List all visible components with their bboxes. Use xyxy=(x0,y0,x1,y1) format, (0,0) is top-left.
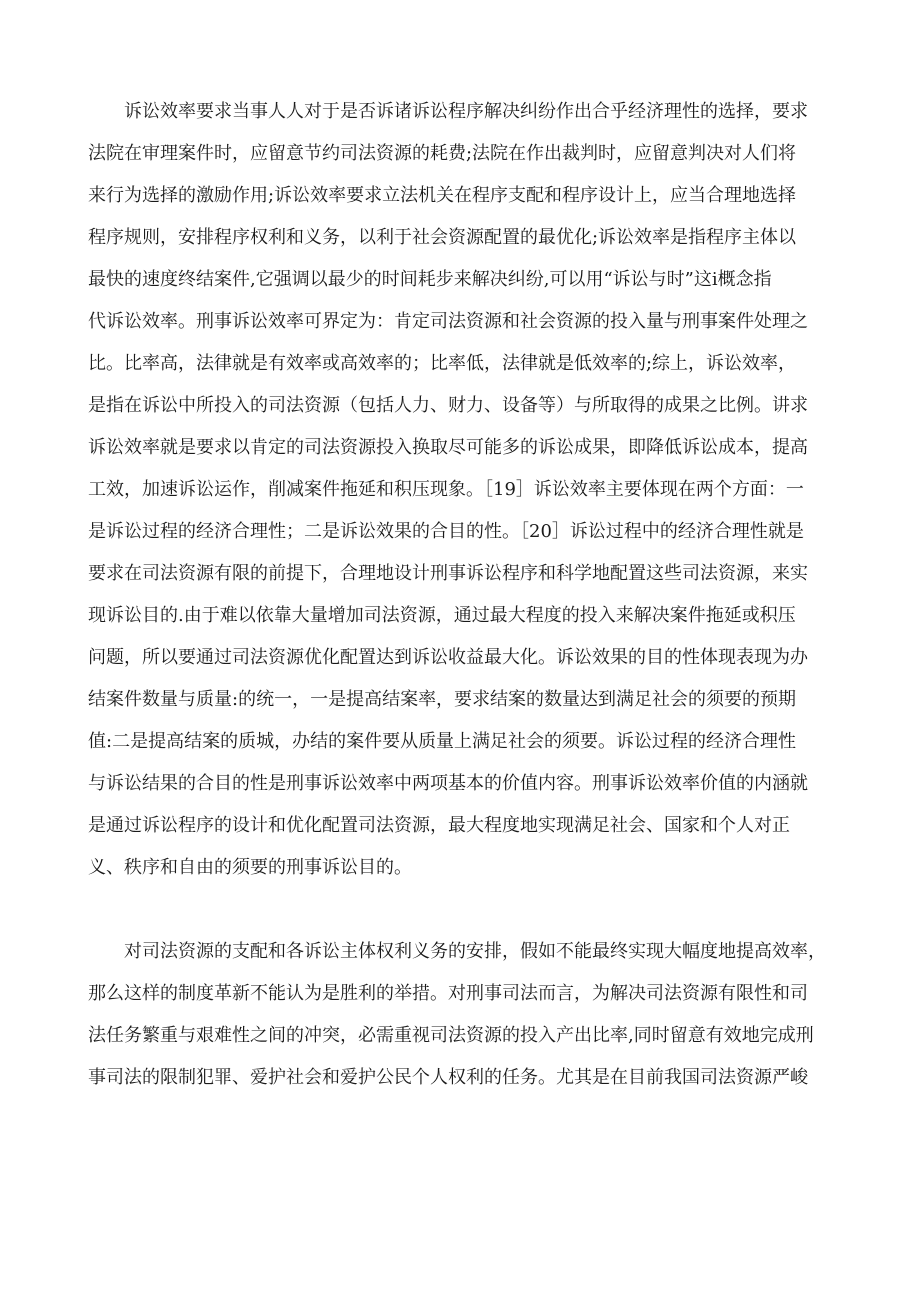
text-line: 事司法的限制犯罪、爱护社会和爱护公民个人权利的任务。尤其是在目前我国司法资源严峻 xyxy=(88,1067,808,1088)
text-line: 义、秩序和自由的须要的刑事诉讼目的。 xyxy=(88,857,412,878)
text-line: 是通过诉讼程序的设计和优化配置司法资源，最大程度地实现满足社会、国家和个人对正 xyxy=(88,815,790,836)
text-line: 是诉讼过程的经济合理性；二是诉讼效果的合目的性。［20］诉讼过程中的经济合理性就是 xyxy=(88,521,804,542)
text-line: 诉讼效率就是要求以肯定的司法资源投入换取尽可能多的诉讼成果，即降低诉讼成本，提高 xyxy=(88,437,808,458)
text-line: 值:二是提高结案的质城，办结的案件要从质量上满足社会的须要。诉讼过程的经济合理性 xyxy=(88,731,797,752)
text-line: 程序规则，安排程序权利和义务，以利于社会资源配置的最优化;诉讼效率是指程序主体以 xyxy=(88,227,797,248)
text-line: 法任务繁重与艰难性之间的冲突，必需重视司法资源的投入产出比率,同时留意有效地完成刑 xyxy=(88,1025,814,1046)
text-line: 对司法资源的支配和各诉讼主体权利义务的安排，假如不能最终实现大幅度地提高效率， xyxy=(124,941,826,962)
text-line: 与诉讼结果的合目的性是刑事诉讼效率中两项基本的价值内容。刑事诉讼效率价值的内涵就 xyxy=(88,773,808,794)
text-line: 要求在司法资源有限的前提下，合理地设计刑事诉讼程序和科学地配置这些司法资源，来实 xyxy=(88,563,808,584)
text-line: 诉讼效率要求当事人人对于是否诉诸诉讼程序解决纠纷作出合乎经济理性的选择，要求 xyxy=(124,101,808,122)
text-line: 来行为选择的激励作用;诉讼效率要求立法机关在程序支配和程序设计上，应当合理地选择 xyxy=(88,185,797,206)
text-line: 那么这样的制度革新不能认为是胜利的举措。对刑事司法而言，为解决司法资源有限性和司 xyxy=(88,983,808,1004)
text-line: 代诉讼效率。刑事诉讼效率可界定为：肯定司法资源和社会资源的投入量与刑事案件处理之 xyxy=(88,311,808,332)
text-line: 现诉讼目的.由于难以依靠大量增加司法资源，通过最大程度的投入来解决案件拖延或积压 xyxy=(88,605,796,626)
text-line: 比。比率高，法律就是有效率或高效率的；比率低，法律就是低效率的;综上，诉讼效率， xyxy=(88,353,797,374)
text-line: 问题，所以要通过司法资源优化配置达到诉讼收益最大化。诉讼效果的目的性体现表现为办 xyxy=(88,647,808,668)
text-line: 工效，加速诉讼运作，削减案件拖延和积压现象。［19］诉讼效率主要体现在两个方面：一 xyxy=(88,479,804,500)
text-line: 法院在审理案件时，应留意节约司法资源的耗费;法院在作出裁判时，应留意判决对人们将 xyxy=(88,143,797,164)
text-line: 结案件数量与质量:的统一，一是提高结案率，要求结案的数量达到满足社会的须要的预期 xyxy=(88,689,797,710)
text-line: 最快的速度终结案件,它强调以最少的时间耗步来解决纠纷,可以用“诉讼与时”这i概念指 xyxy=(88,269,772,290)
text-line: 是指在诉讼中所投入的司法资源（包括人力、财力、设备等）与所取得的成果之比例。讲求 xyxy=(88,395,808,416)
